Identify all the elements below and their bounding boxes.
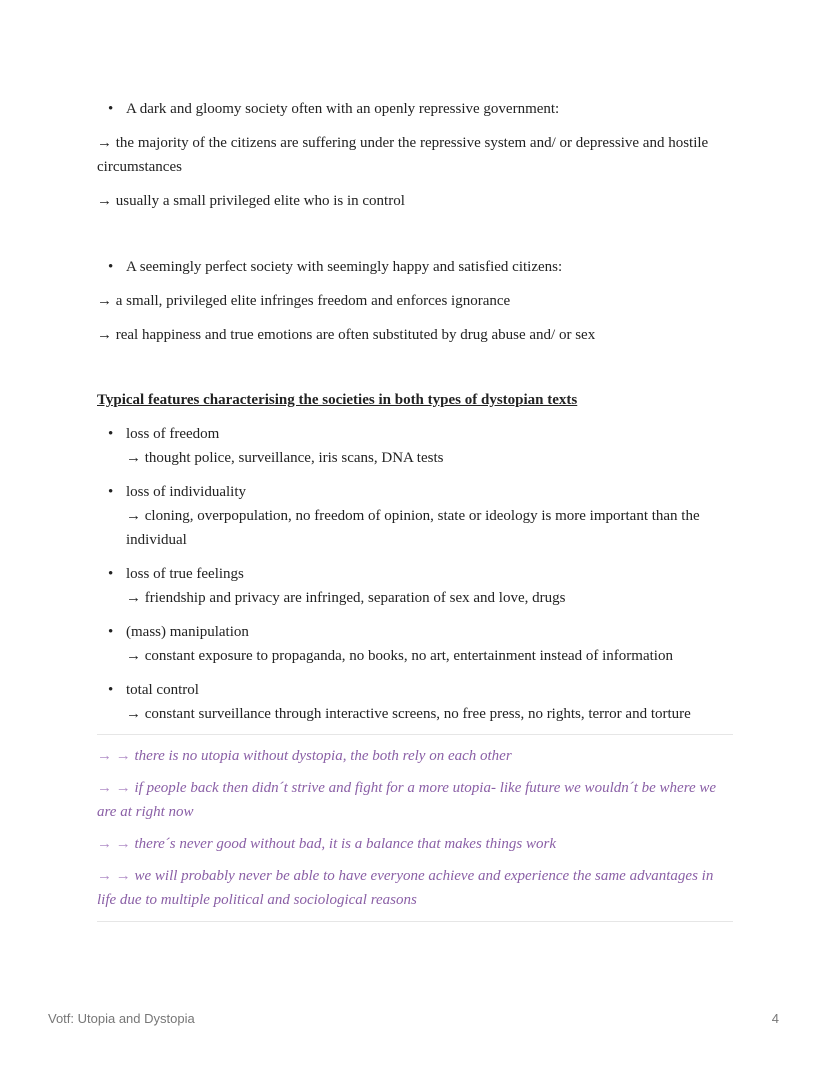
features-list — [97, 422, 733, 726]
bullet-dot: • — [108, 624, 114, 640]
list-item — [97, 678, 733, 726]
divider-top — [97, 734, 733, 735]
arrow-line: → a small, privileged elite infringes freedom and enforces ignorance — [97, 293, 511, 309]
bullet-dot: • — [108, 426, 114, 442]
divider-bottom — [97, 921, 733, 922]
feature-label: loss of freedom — [126, 426, 220, 442]
bullet-text: A dark and gloomy society often with an openly repressive government: — [126, 101, 560, 117]
feature-detail: → thought police, surveillance, iris scans, DNA tests — [126, 450, 444, 466]
bullet-dot: • — [108, 259, 114, 275]
bullet-text: A seemingly perfect society with seemingly happy and satisfied citizens: — [126, 259, 563, 275]
bullet-dot: • — [108, 484, 114, 500]
note-text: if people back then didn´t strive and fight for a more utopia- like future we wouldn´t be where we are at right now — [97, 780, 717, 820]
list-item — [97, 620, 733, 668]
page-number: 4 — [771, 1011, 779, 1026]
feature-label-row — [97, 480, 733, 504]
double-arrow-icon: → → — [97, 836, 131, 852]
bullet-perfect-society — [97, 255, 733, 279]
list-item — [97, 422, 733, 470]
list-item — [97, 562, 733, 610]
bullet-dark-society — [97, 97, 733, 121]
bullet-dot: • — [108, 566, 114, 582]
feature-detail: → constant surveillance through interactive screens, no free press, no rights, terror and torture — [126, 706, 691, 722]
feature-detail: → friendship and privacy are infringed, separation of sex and love, drugs — [126, 590, 566, 606]
features-heading: Typical features characterising the societies in both types of dystopian texts — [97, 392, 578, 408]
bullet-dot: • — [108, 682, 114, 698]
feature-label-row — [97, 562, 733, 586]
double-arrow-icon: → → — [97, 780, 131, 796]
feature-label-row — [97, 422, 733, 446]
list-item — [97, 480, 733, 552]
feature-detail: → constant exposure to propaganda, no books, no art, entertainment instead of information — [126, 648, 673, 664]
feature-label: (mass) manipulation — [126, 624, 249, 640]
note-item — [97, 744, 733, 768]
note-item — [97, 832, 733, 856]
double-arrow-icon: → → — [97, 868, 131, 884]
bullet-dot: • — [108, 101, 114, 117]
footer-title: Votf: Utopia and Dystopia — [48, 1011, 195, 1026]
note-text: there is no utopia without dystopia, the both rely on each other — [134, 748, 512, 764]
feature-label: loss of individuality — [126, 484, 246, 500]
feature-label: loss of true feelings — [126, 566, 244, 582]
document-content — [97, 97, 733, 922]
feature-label: total control — [126, 682, 199, 698]
arrow-line: → usually a small privileged elite who is in control — [97, 193, 405, 209]
note-text: there´s never good without bad, it is a balance that makes things work — [134, 836, 556, 852]
notes-block — [97, 744, 733, 912]
feature-detail: → cloning, overpopulation, no freedom of opinion, state or ideology is more important than the individual — [126, 508, 700, 548]
arrow-line: → real happiness and true emotions are often substituted by drug abuse and/ or sex — [97, 327, 596, 343]
note-item — [97, 776, 733, 824]
arrow-line: → the majority of the citizens are suffering under the repressive system and/ or depressive and hostile circumstances — [97, 135, 709, 175]
double-arrow-icon: → → — [97, 748, 131, 764]
note-item — [97, 864, 733, 912]
feature-label-row — [97, 620, 733, 644]
feature-label-row — [97, 678, 733, 702]
note-text: we will probably never be able to have everyone achieve and experience the same advantages in life due to multiple political and sociological reasons — [97, 868, 714, 908]
